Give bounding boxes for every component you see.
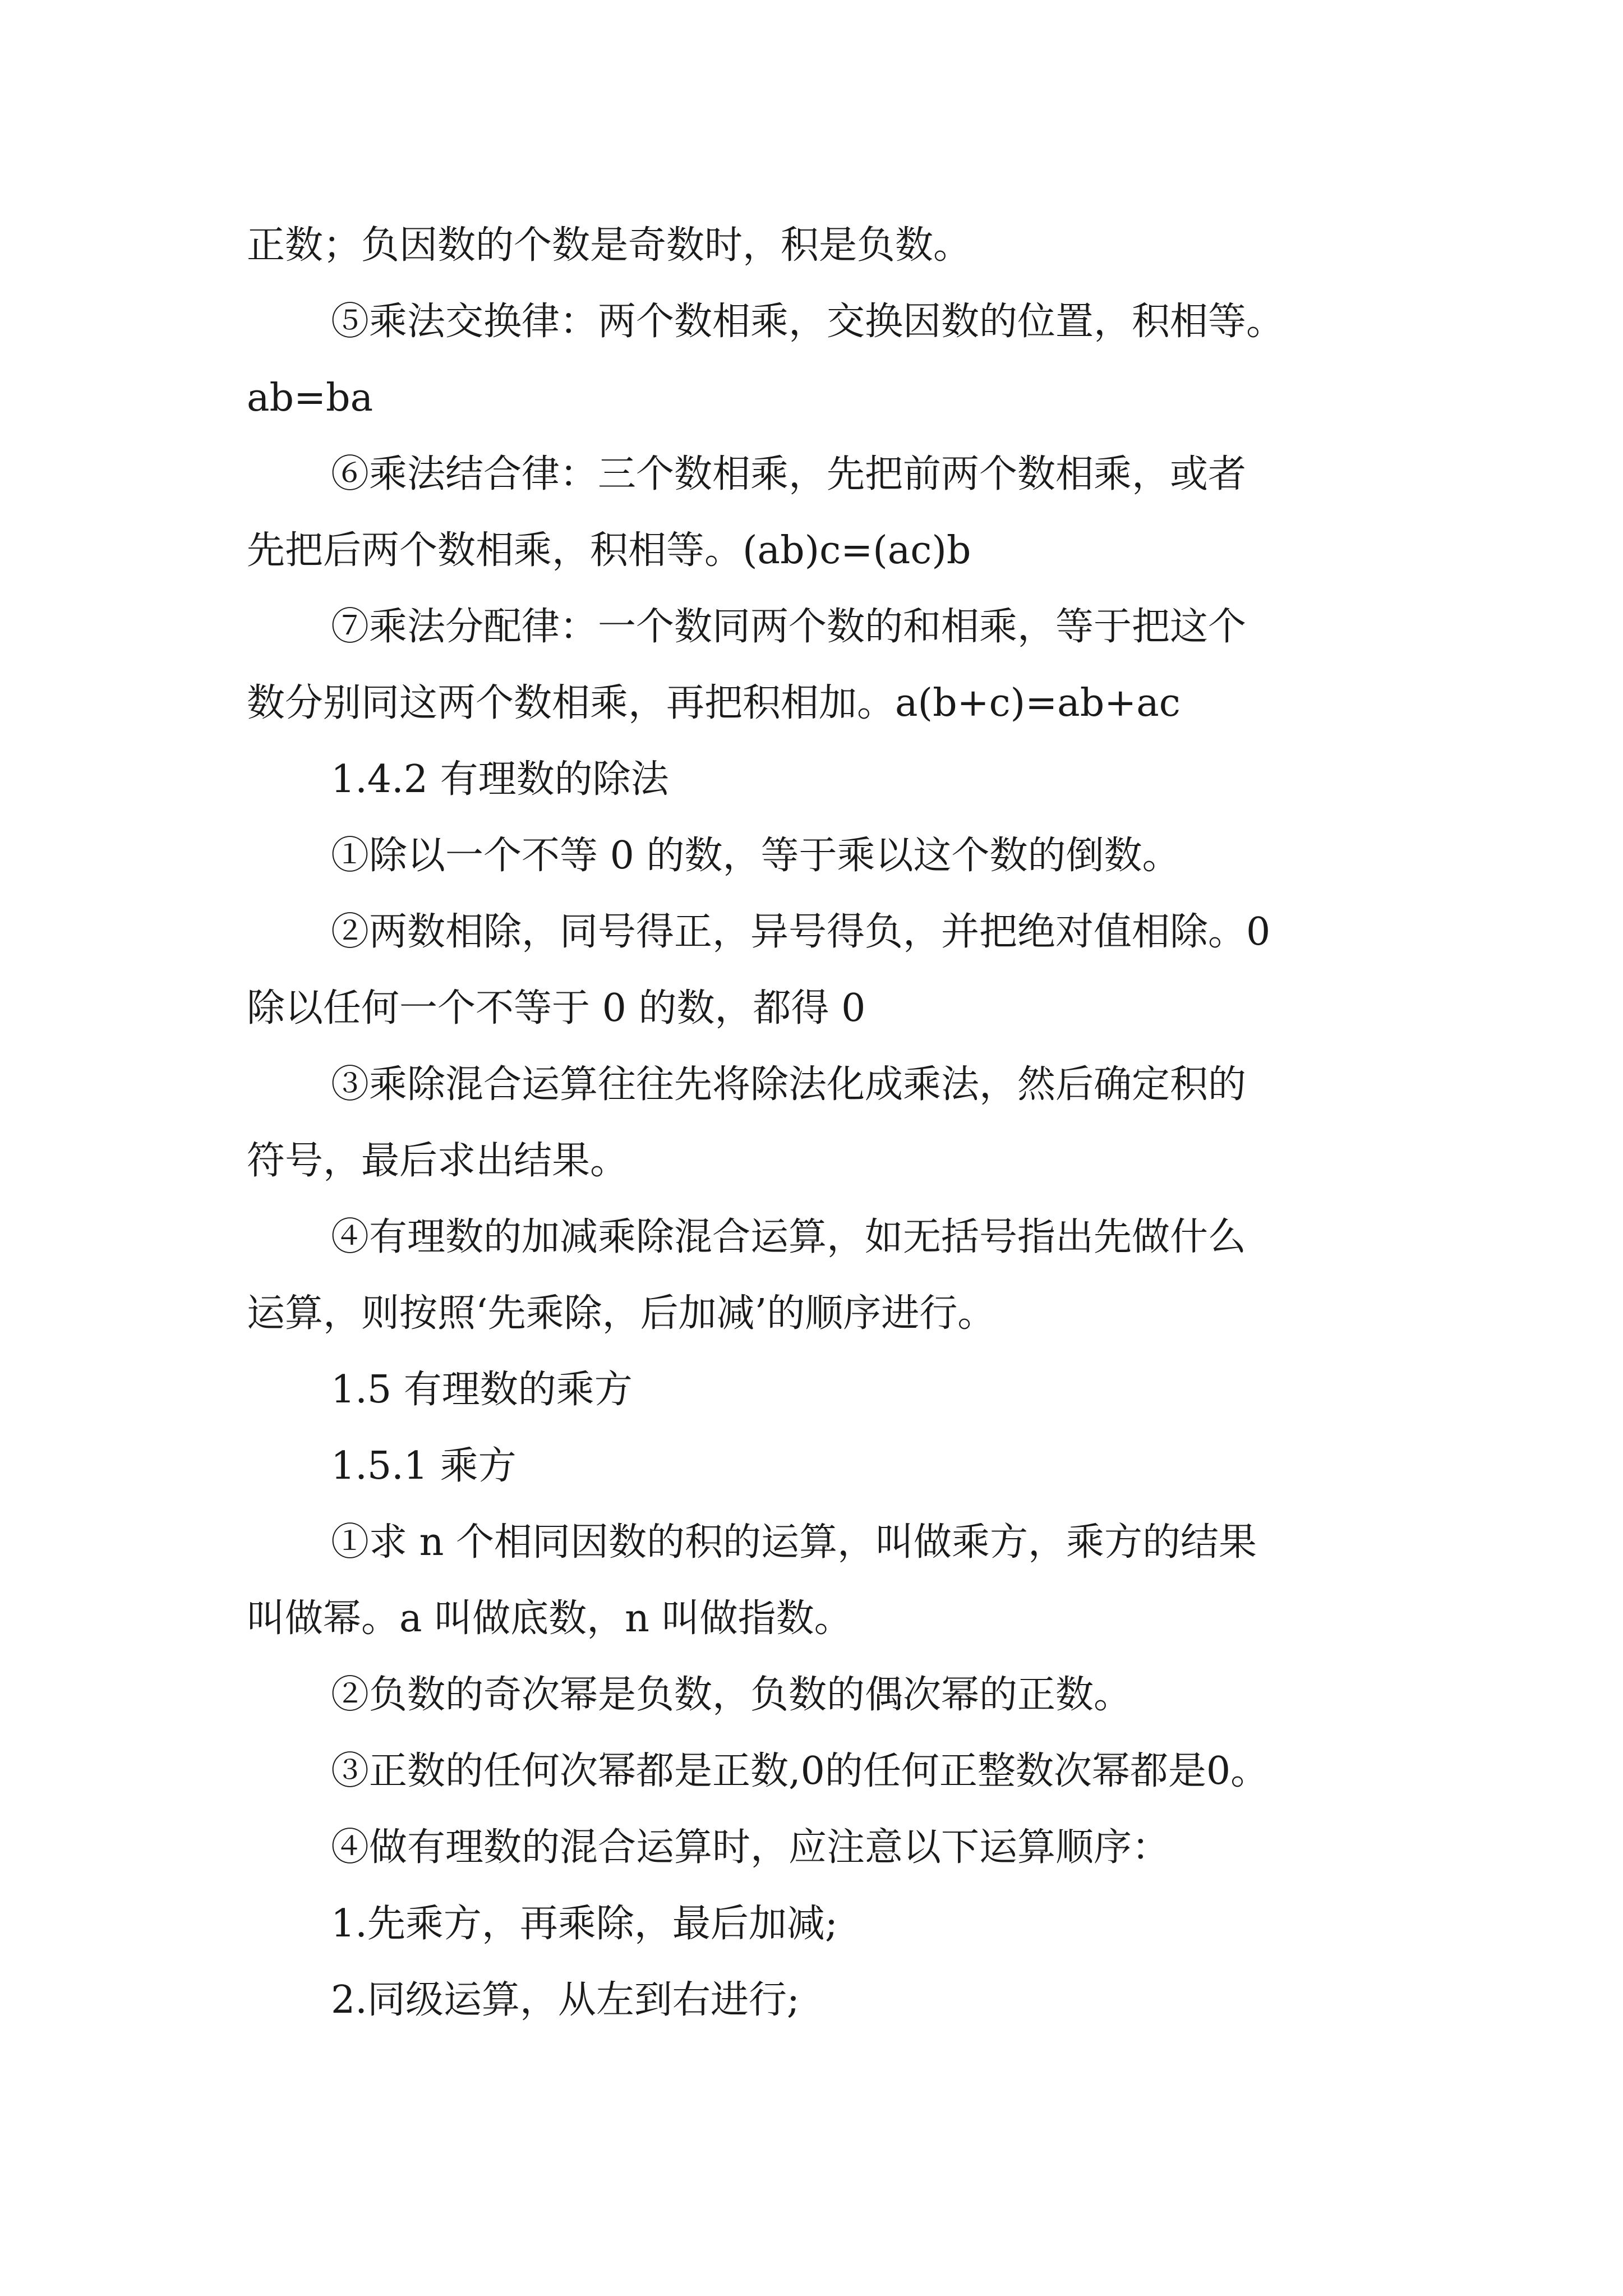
- text-line: 叫做幂。a 叫做底数，n 叫做指数。: [247, 1596, 852, 1641]
- section-heading: 1.4.2 有理数的除法: [331, 757, 669, 802]
- text-line: ②负数的奇次幂是负数，负数的偶次幂的正数。: [331, 1673, 1132, 1717]
- document-body: [247, 208, 1402, 2039]
- text-line: ①求 n 个相同因数的积的运算，叫做乘方，乘方的结果: [331, 1520, 1257, 1565]
- text-line: ②两数相除，同号得正，异号得负，并把绝对值相除。0: [331, 910, 1271, 954]
- text-line: 运算，则按照‘先乘除，后加减’的顺序进行。: [247, 1291, 996, 1336]
- text-line: 先把后两个数相乘，积相等。(ab)c=(ac)b: [247, 528, 971, 573]
- section-heading: 1.5.1 乘方: [331, 1444, 517, 1488]
- text-line: ⑤乘法交换律：两个数相乘，交换因数的位置，积相等。: [331, 300, 1285, 344]
- text-line: 正数；负因数的个数是奇数时，积是负数。: [247, 223, 972, 268]
- text-line: ⑥乘法结合律：三个数相乘，先把前两个数相乘，或者: [331, 452, 1247, 496]
- text-line: 符号，最后求出结果。: [247, 1139, 629, 1183]
- text-line: ④有理数的加减乘除混合运算，如无括号指出先做什么: [331, 1215, 1247, 1259]
- text-line: ab=ba: [247, 376, 374, 420]
- text-line: ①除以一个不等 0 的数，等于乘以这个数的倒数。: [331, 834, 1181, 878]
- list-item: 2.同级运算，从左到右进行;: [331, 1978, 800, 2022]
- text-line: ⑦乘法分配律：一个数同两个数的和相乘，等于把这个: [331, 605, 1247, 649]
- text-line: ④做有理数的混合运算时，应注意以下运算顺序：: [331, 1825, 1170, 1870]
- section-heading: 1.5 有理数的乘方: [331, 1368, 633, 1412]
- text-line: ③乘除混合运算往往先将除法化成乘法，然后确定积的: [331, 1062, 1247, 1107]
- text-line: ③正数的任何次幂都是正数,0的任何正整数次幂都是0。: [331, 1749, 1269, 1793]
- list-item: 1.先乘方，再乘除，最后加减;: [331, 1902, 838, 1946]
- text-line: 除以任何一个不等于 0 的数，都得 0: [247, 986, 866, 1030]
- text-line: 数分别同这两个数相乘，再把积相加。a(b+c)=ab+ac: [247, 681, 1181, 725]
